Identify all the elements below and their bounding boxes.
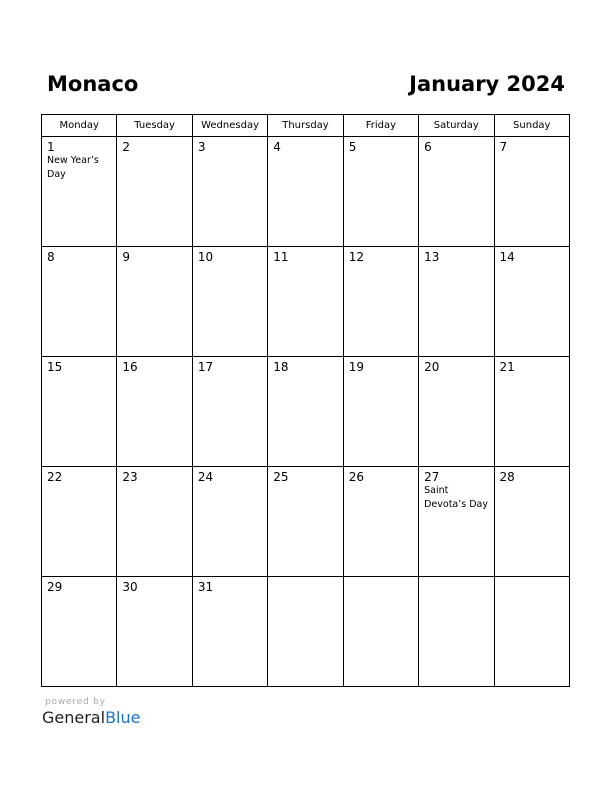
day-number: 3	[197, 140, 206, 154]
day-cell	[268, 467, 343, 577]
day-number: 19	[348, 360, 364, 374]
day-cell	[42, 137, 117, 247]
brand-general-text: General	[42, 708, 106, 727]
day-number: 9	[122, 250, 131, 264]
day-number: 8	[47, 250, 55, 264]
day-cell	[494, 137, 569, 247]
day-number: 25	[273, 470, 289, 484]
day-cell	[419, 467, 494, 577]
day-cell	[42, 357, 117, 467]
brand-blue-text: Blue	[105, 708, 141, 727]
day-number: 20	[424, 360, 440, 374]
day-cell	[117, 467, 192, 577]
day-cell	[42, 467, 117, 577]
weekday-header: Tuesday	[117, 115, 192, 137]
country-title: Monaco	[47, 72, 139, 96]
day-number: 11	[273, 250, 289, 264]
day-number: 27	[424, 470, 440, 484]
day-number: 14	[499, 250, 515, 264]
day-number: 2	[122, 140, 131, 154]
holiday-label: Saint Devota’s Day	[424, 485, 488, 510]
week-row	[42, 137, 570, 247]
day-number: 15	[47, 360, 63, 374]
day-cell	[494, 577, 569, 687]
week-row	[42, 357, 570, 467]
day-number	[268, 577, 342, 580]
day-number: 6	[424, 140, 432, 154]
day-cell	[419, 577, 494, 687]
week-row	[42, 467, 570, 577]
day-number: 26	[348, 470, 364, 484]
day-cell	[117, 577, 192, 687]
weekday-header-row	[42, 115, 570, 137]
weekday-header: Friday	[343, 115, 418, 137]
weekday-header: Wednesday	[192, 115, 267, 137]
day-cell	[192, 247, 267, 357]
calendar-grid	[41, 114, 570, 687]
day-cell	[268, 247, 343, 357]
weekday-header: Saturday	[419, 115, 494, 137]
day-cell	[268, 137, 343, 247]
day-number: 17	[197, 360, 214, 374]
day-number: 28	[499, 470, 515, 484]
day-number: 29	[47, 580, 63, 594]
day-cell	[494, 467, 569, 577]
day-number	[344, 577, 418, 580]
week-row	[42, 247, 570, 357]
day-number: 10	[197, 250, 214, 264]
day-cell	[419, 137, 494, 247]
day-cell	[192, 467, 267, 577]
day-number: 5	[348, 140, 357, 154]
day-number: 22	[47, 470, 63, 484]
day-number: 7	[499, 140, 508, 154]
day-number: 13	[424, 250, 440, 264]
weekday-header: Thursday	[268, 115, 343, 137]
day-cell	[419, 247, 494, 357]
day-number: 21	[499, 360, 515, 374]
day-number: 16	[122, 360, 138, 374]
day-cell	[343, 137, 418, 247]
day-number: 23	[122, 470, 138, 484]
footer-branding	[42, 696, 140, 728]
day-cell	[117, 247, 192, 357]
day-cell	[192, 357, 267, 467]
powered-by-text: powered by	[45, 697, 106, 707]
day-number	[495, 577, 569, 580]
day-cell	[494, 247, 569, 357]
day-cell	[419, 357, 494, 467]
day-cell	[117, 357, 192, 467]
day-number: 30	[122, 580, 138, 594]
day-cell	[192, 577, 267, 687]
day-number: 24	[197, 470, 214, 484]
day-cell	[343, 577, 418, 687]
day-cell	[42, 247, 117, 357]
week-row	[42, 577, 570, 687]
day-cell	[494, 357, 569, 467]
day-cell	[42, 577, 117, 687]
day-cell	[343, 467, 418, 577]
weekday-header: Sunday	[494, 115, 569, 137]
weekday-header: Monday	[42, 115, 117, 137]
day-cell	[268, 577, 343, 687]
day-number: 4	[273, 140, 281, 154]
day-cell	[117, 137, 192, 247]
day-cell	[343, 357, 418, 467]
day-number	[419, 577, 493, 580]
month-year-title: January 2024	[409, 72, 565, 96]
day-cell	[268, 357, 343, 467]
day-cell	[192, 137, 267, 247]
day-number: 18	[273, 360, 289, 374]
day-number: 1	[47, 140, 55, 154]
day-number: 31	[197, 580, 214, 594]
brand-logo	[42, 708, 140, 728]
day-number: 12	[348, 250, 364, 264]
holiday-label: New Year’s Day	[47, 155, 99, 180]
day-cell	[343, 247, 418, 357]
